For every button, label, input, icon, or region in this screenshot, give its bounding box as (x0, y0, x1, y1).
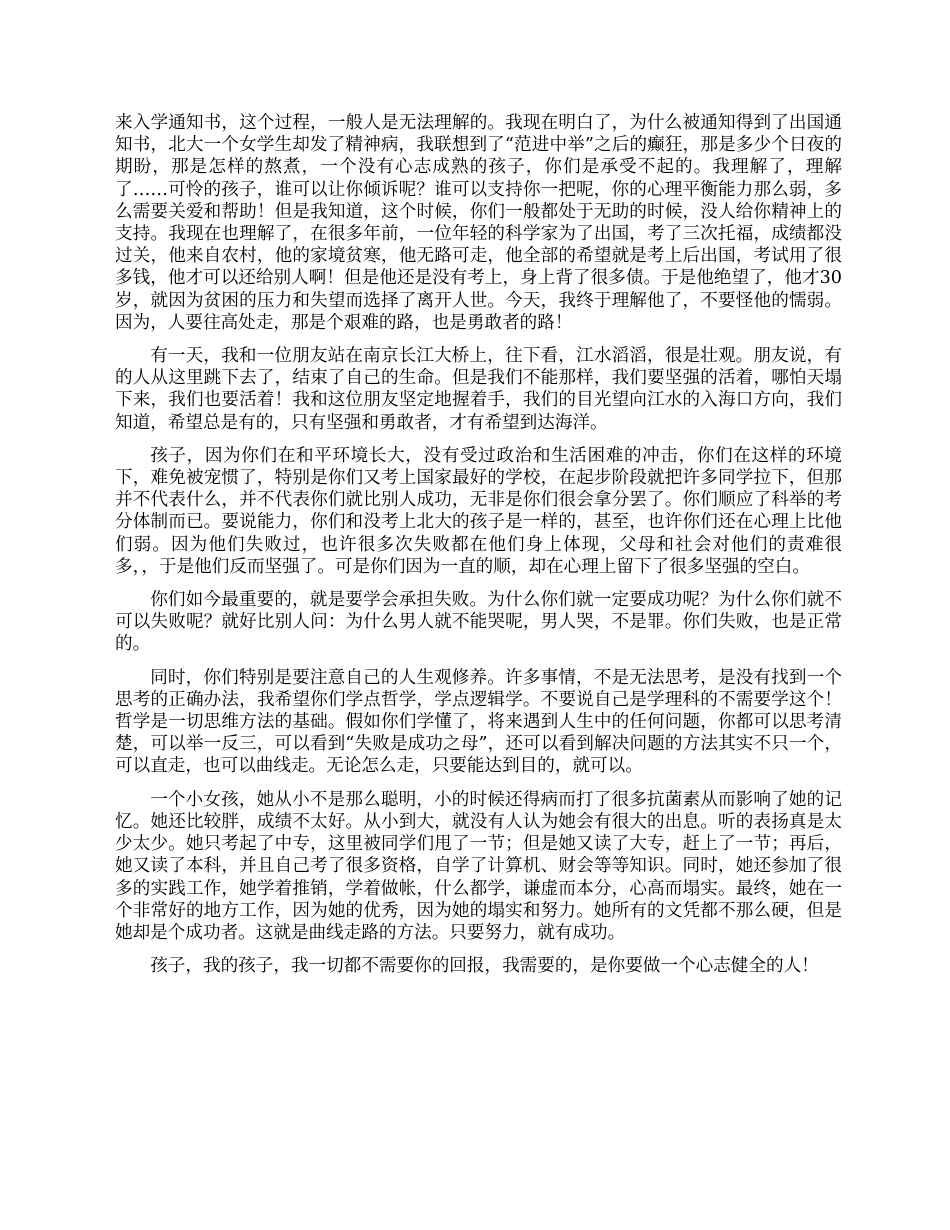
paragraph-1: 来入学通知书，这个过程，一般人是无法理解的。我现在明白了，为什么被通知得到了出国通知书，北大一个女学生却发了精神病，我联想到了“范进中举”之后的癫狂，那是多少个日夜的期盼，那是怎样的熬煮，一个没有心志成熟的孩子，你们是承受不起的。我理解了，理解了……可怜的孩子，谁可以让你倾诉呢？谁可以支持你一把呢，你的心理平衡能力那么弱，多么需要关爱和帮助！但是我知道，这个时候，你们一般都处于无助的时候，没人给你精神上的支持。我现在也理解了，在很多年前，一位年轻的科学家为了出国，考了三次托福，成绩都没过关，他来自农村，他的家境贫寒，他无路可走，他全部的希望就是考上后出国，考试用了很多钱，他才可以还给别人啊！但是他还是没有考上，身上背了很多债。于是他绝望了，他才30岁，就因为贫困的压力和失望而选择了离开人世。今天，我终于理解他了，不要怪他的懦弱。因为，人要往高处走，那是个艰难的路，也是勇敢者的路！ (115, 113, 842, 333)
document-page (115, 112, 842, 988)
paragraph-5: 同时，你们特别是要注意自己的人生观修养。许多事情，不是无法思考，是没有找到一个思考的正确办法，我希望你们学点哲学，学点逻辑学。不要说自己是学理科的不需要学这个！哲学是一切思维方法的基础。假如你们学懂了，将来遇到人生中的任何问题，你都可以思考清楚，可以举一反三，可以看到“失败是成功之母”，还可以看到解决问题的方法其实不只一个，可以直走，也可以曲线走。无论怎么走，只要能达到目的，就可以。 (115, 667, 842, 777)
paragraph-7: 孩子，我的孩子，我一切都不需要你的回报，我需要的，是你要做一个心志健全的人！ (150, 956, 819, 977)
paragraph-4: 你们如今最重要的，就是要学会承担失败。为什么你们就一定要成功呢？为什么你们就不可以失败呢？就好比别人问：为什么男人就不能哭呢，男人哭，不是罪。你们失败，也是正常的。 (115, 590, 842, 655)
paragraph-6: 一个小女孩，她从小不是那么聪明，小的时候还得病而打了很多抗菌素从而影响了她的记忆。她还比较胖，成绩不太好。从小到大，就没有人认为她会有很大的出息。听的表扬真是太少太少。她只考起了中专，这里被同学们甩了一节；但是她又读了大专，赶上了一节；再后，她又读了本科，并且自己考了很多资格，自学了计算机、财会等等知识。同时，她还参加了很多的实践工作，她学着推销，学着做帐，什么都学，谦虚而本分，心高而塌实。最终，她在一个非常好的地方工作，因为她的优秀，因为她的塌实和努力。她所有的文凭都不那么硬，但是她却是个成功者。这就是曲线走路的方法。只要努力，就有成功。 (115, 789, 842, 943)
paragraph-3: 孩子，因为你们在和平环境长大，没有受过政治和生活困难的冲击，你们在这样的环境下，难免被宠惯了，特别是你们又考上国家最好的学校，在起步阶段就把许多同学拉下，但那并不代表什么，并不代表你们就比别人成功，无非是你们很会拿分罢了。你们顺应了科举的考分体制而已。要说能力，你们和没考上北大的孩子是一样的，甚至，也许你们还在心理上比他们弱。因为他们失败过，也许很多次失败都在他们身上体现，父母和社会对他们的责难很多，，于是他们反而坚强了。可是你们因为一直的顺，却在心理上留下了很多坚强的空白。 (115, 445, 842, 577)
paragraph-2: 有一天，我和一位朋友站在南京长江大桥上，往下看，江水滔滔，很是壮观。朋友说，有的人从这里跳下去了，结束了自己的生命。但是我们不能那样，我们要坚强的活着，哪怕天塌下来，我们也要活着！我和这位朋友坚定地握着手，我们的目光望向江水的入海口方向，我们知道，希望总是有的，只有坚强和勇敢者，才有希望到达海洋。 (115, 346, 842, 433)
